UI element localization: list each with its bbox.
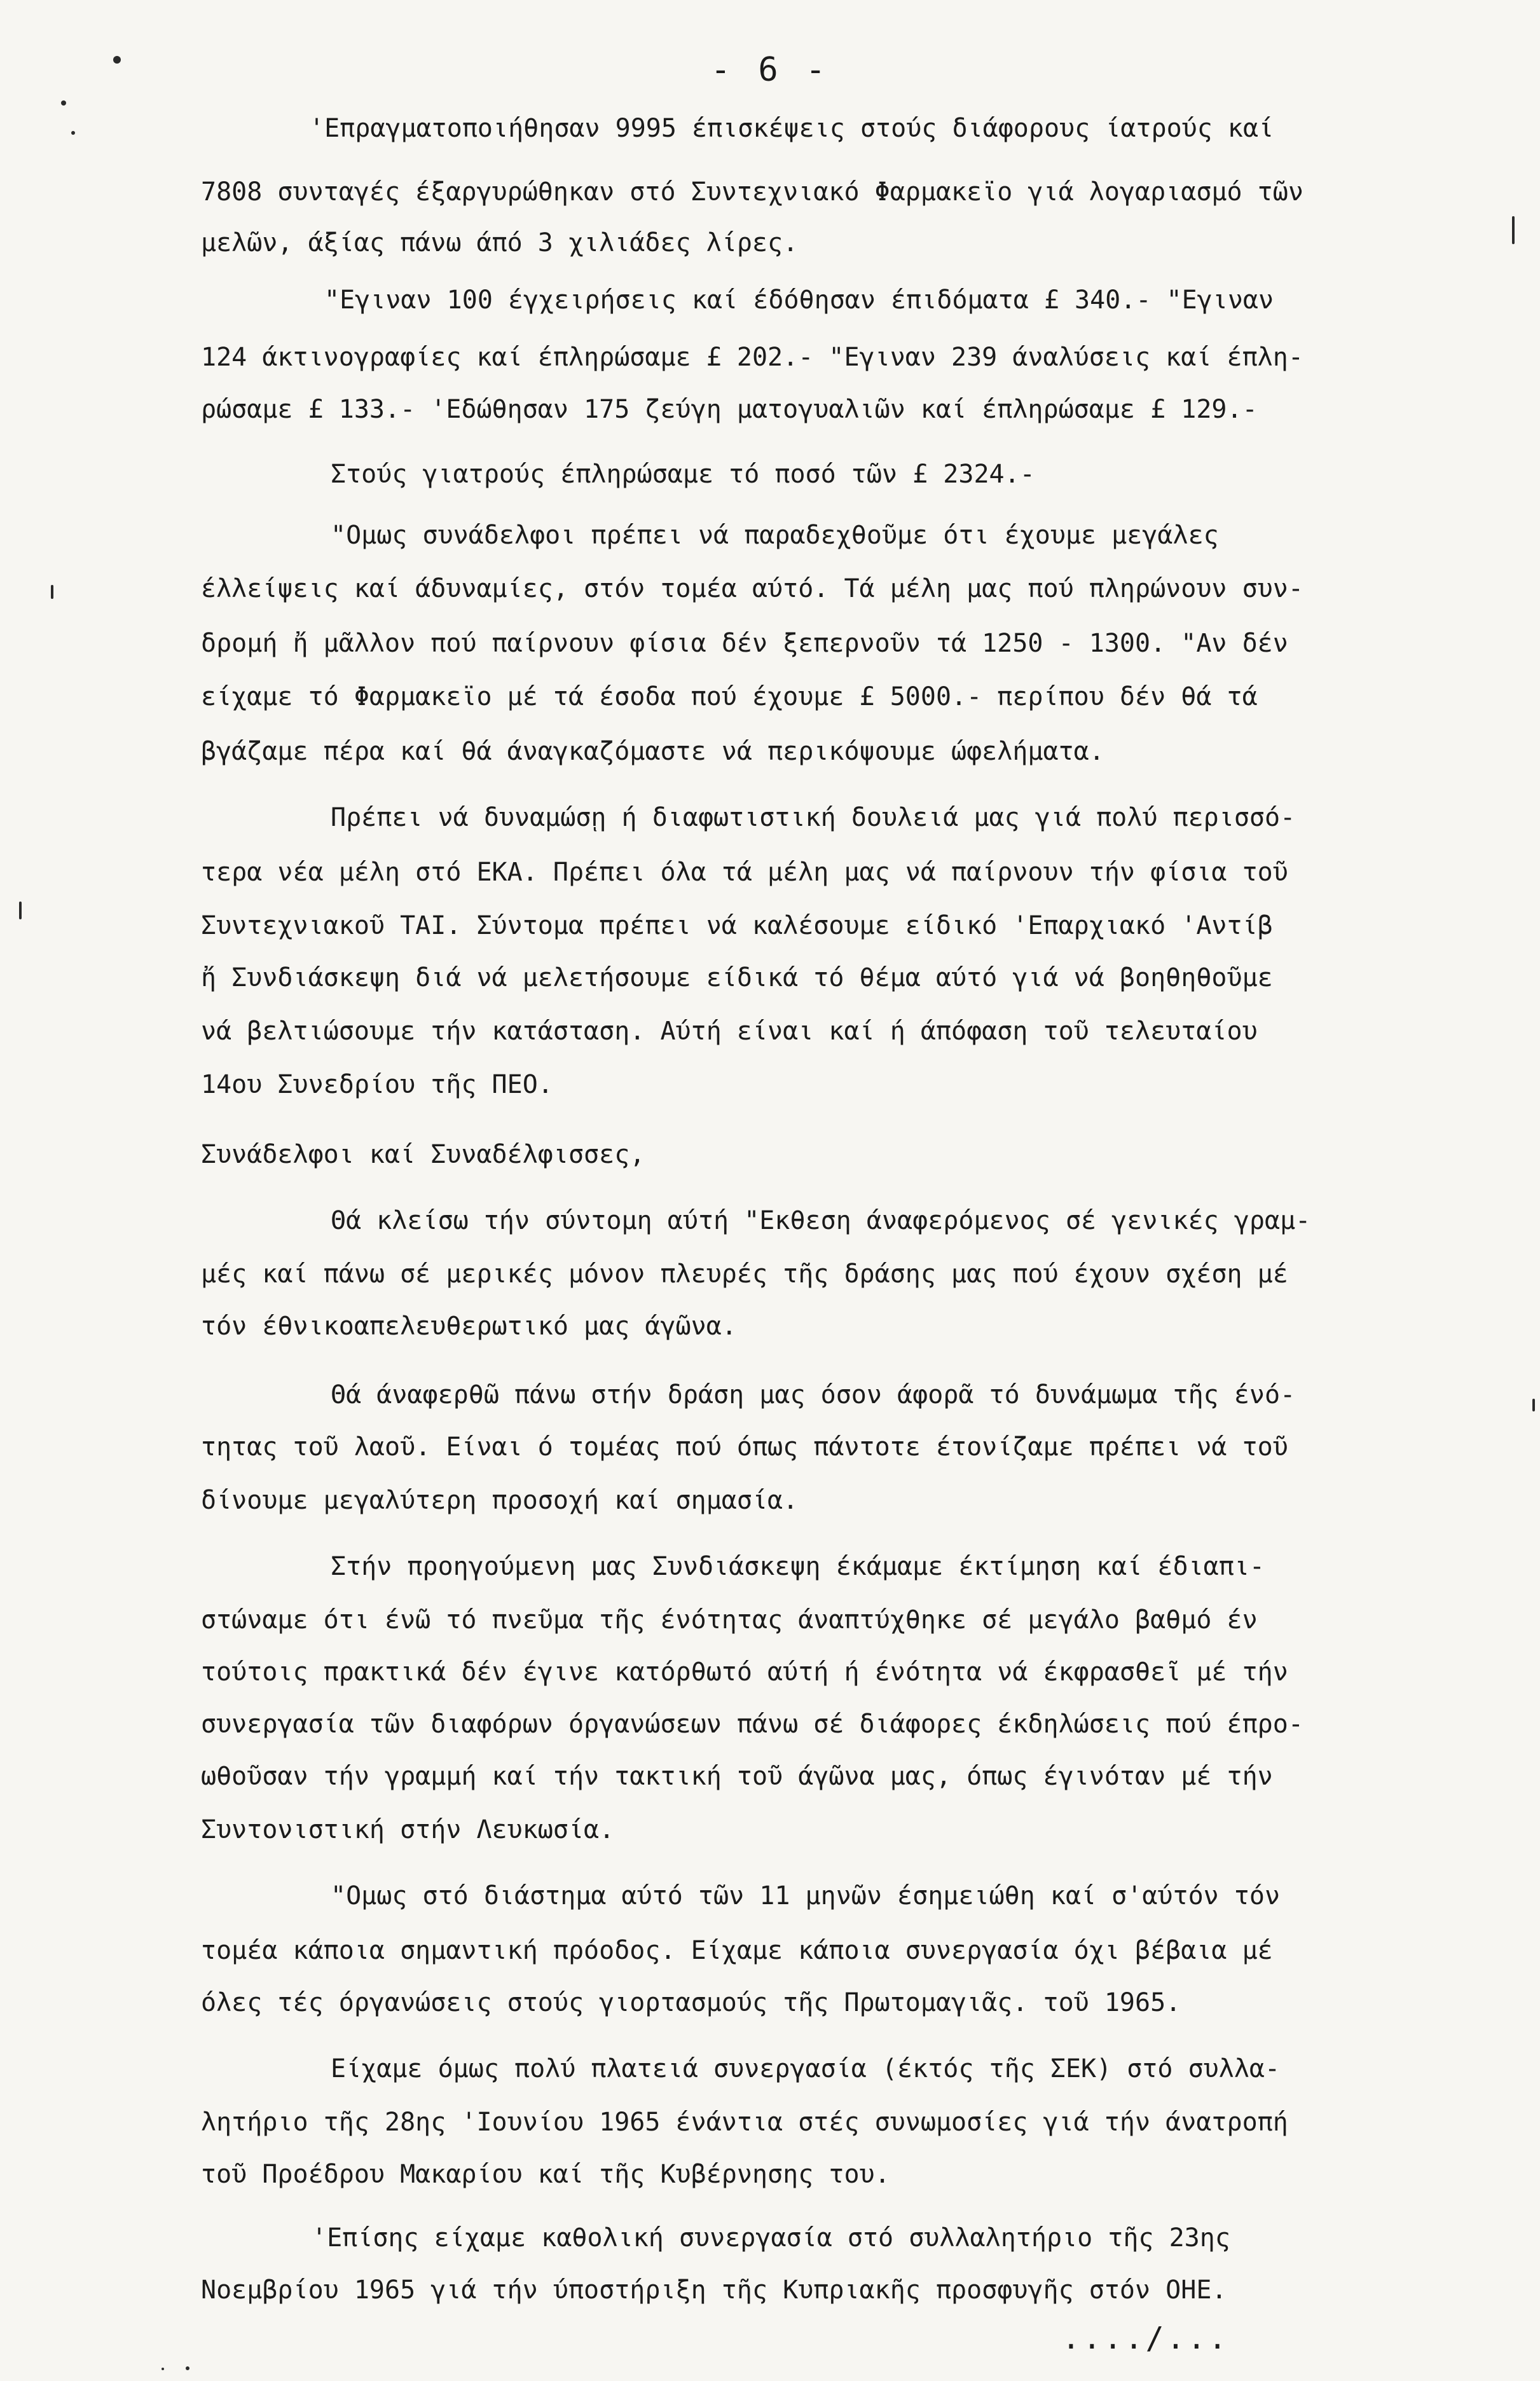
text-line: μελῶν, άξίας πάνω άπό 3 χιλιάδες λίρες. [201,228,799,257]
text-line: "Εγιναν 100 έγχειρήσεις καί έδόθησαν έπιδόματα £ 340.- "Εγιναν [324,285,1274,315]
text-line: Στούς γιατρούς έπληρώσαμε τό ποσό τῶν £ 2324.- [331,460,1035,489]
scan-speck [61,100,66,106]
text-line: 7808 συνταγές έξαργυρώθηκαν στό Συντεχνιακό Φαρμακεϊο γιά λογαριασμό τῶν [201,177,1303,207]
text-line: λητήριο τῆς 28ης 'Ιουνίου 1965 ένάντια στές συνωμοσίες γιά τήν άνατροπή [201,2108,1288,2137]
text-line: τομέα κάποια σημαντική πρόοδος. Είχαμε κάποια συνεργασία όχι βέβαια μέ [201,1936,1273,1965]
scan-speck [19,902,22,919]
text-line: Θά άναφερθῶ πάνω στήν δράση μας όσον άφορᾶ τό δυνάμωμα τῆς ένό- [331,1380,1296,1410]
scan-speck [1532,1399,1535,1411]
continuation-mark: ..../... [1062,2321,1230,2356]
text-line: Θά κλείσω τήν σύντομη αύτή "Εκθεση άναφερόμενος σέ γενικές γραμ- [331,1206,1311,1235]
text-line: δρομή ἤ μᾶλλον πού παίρνουν φίσια δέν ξεπερνοῦν τά 1250 - 1300. "Αν δέν [201,629,1288,658]
text-line: Συντονιστική στήν Λευκωσία. [201,1815,615,1844]
text-line: νά βελτιώσουμε τήν κατάσταση. Αύτή είναι καί ή άπόφαση τοῦ τελευταίου [201,1017,1258,1046]
salutation: Συνάδελφοι καί Συναδέλφισσες, [201,1140,645,1169]
text-line: τερα νέα μέλη στό ΕΚΑ. Πρέπει όλα τά μέλη μας νά παίρνουν τήν φίσια τοῦ [201,858,1288,887]
text-line: όλες τές όργανώσεις στούς γιορτασμούς τῆς Πρωτομαγιᾶς. τοῦ 1965. [201,1988,1181,2017]
text-line: είχαμε τό Φαρμακεϊο μέ τά έσοδα πού έχουμε £ 5000.- περίπου δέν θά τά [201,682,1258,711]
text-line: ἤ Συνδιάσκεψη διά νά μελετήσουμε είδικά τό θέμα αύτό γιά νά βοηθηθοῦμε [201,963,1273,992]
text-line: δίνουμε μεγαλύτερη προσοχή καί σημασία. [201,1486,799,1515]
scan-speck [186,2366,189,2370]
text-line: "Ομως συνάδελφοι πρέπει νά παραδεχθοῦμε ότι έχουμε μεγάλες [331,521,1219,550]
text-line: Στήν προηγούμενη μας Συνδιάσκεψη έκάμαμε έκτίμηση καί έδιαπι- [331,1552,1265,1581]
text-line: 'Επίσης είχαμε καθολική συνεργασία στό συλλαλητήριο τῆς 23ης [312,2223,1230,2253]
text-line: Πρέπει νά δυναμώσῃ ή διαφωτιστική δουλειά μας γιά πολύ περισσό- [331,803,1296,832]
text-line: βγάζαμε πέρα καί θά άναγκαζόμαστε νά περικόψουμε ώφελήματα. [201,737,1104,766]
scan-speck [113,56,121,64]
text-line: "Ομως στό διάστημα αύτό τῶν 11 μηνῶν έσημειώθη καί σ'αύτόν τόν [331,1881,1281,1911]
text-line: έλλείψεις καί άδυναμίες, στόν τομέα αύτό. Τά μέλη μας πού πληρώνουν συν- [201,574,1303,603]
scan-speck [71,131,75,135]
text-line: Συντεχνιακοῦ ΤΑΙ. Σύντομα πρέπει νά καλέσουμε είδικό 'Επαρχιακό 'Αντίβ [201,911,1273,940]
text-line: ωθοῦσαν τήν γραμμή καί τήν τακτική τοῦ άγῶνα μας, όπως έγινόταν μέ τήν [201,1762,1273,1791]
text-line: στώναμε ότι ένῶ τό πνεῦμα τῆς ένότητας άναπτύχθηκε σέ μεγάλο βαθμό έν [201,1605,1258,1635]
text-line: τούτοις πρακτικά δέν έγινε κατόρθωτό αύτή ή ένότητα νά έκφρασθεῖ μέ τήν [201,1657,1288,1687]
page-number: - 6 - [710,51,830,89]
text-line: 124 άκτινογραφίες καί έπληρώσαμε £ 202.- "Εγιναν 239 άναλύσεις καί έπλη- [201,343,1303,372]
text-line: τόν έθνικοαπελευθερωτικό μας άγῶνα. [201,1312,737,1341]
text-line: 'Επραγματοποιήθησαν 9995 έπισκέψεις στούς διάφορους ίατρούς καί [309,114,1274,143]
text-line: τητας τοῦ λαοῦ. Είναι ό τομέας πού όπως πάντοτε έτονίζαμε πρέπει νά τοῦ [201,1432,1288,1462]
scan-speck [162,2368,164,2370]
text-line: μές καί πάνω σέ μερικές μόνον πλευρές τῆς δράσης μας πού έχουν σχέση μέ [201,1259,1288,1289]
scan-speck [1512,216,1515,244]
text-line: ρώσαμε £ 133.- 'Εδώθησαν 175 ζεύγη ματογυαλιῶν καί έπληρώσαμε £ 129.- [201,395,1258,424]
text-line: 14ου Συνεδρίου τῆς ΠΕΟ. [201,1070,553,1099]
scan-speck [51,585,53,599]
text-line: τοῦ Προέδρου Μακαρίου καί τῆς Κυβέρνησης του. [201,2160,890,2189]
text-line: συνεργασία τῶν διαφόρων όργανώσεων πάνω σέ διάφορες έκδηλώσεις πού έπρο- [201,1710,1303,1739]
text-line: Είχαμε όμως πολύ πλατειά συνεργασία (έκτός τῆς ΣΕΚ) στό συλλα- [331,2054,1281,2083]
text-line: Νοεμβρίου 1965 γιά τήν ύποστήριξη τῆς Κυπριακῆς προσφυγῆς στόν ΟΗΕ. [201,2275,1227,2305]
